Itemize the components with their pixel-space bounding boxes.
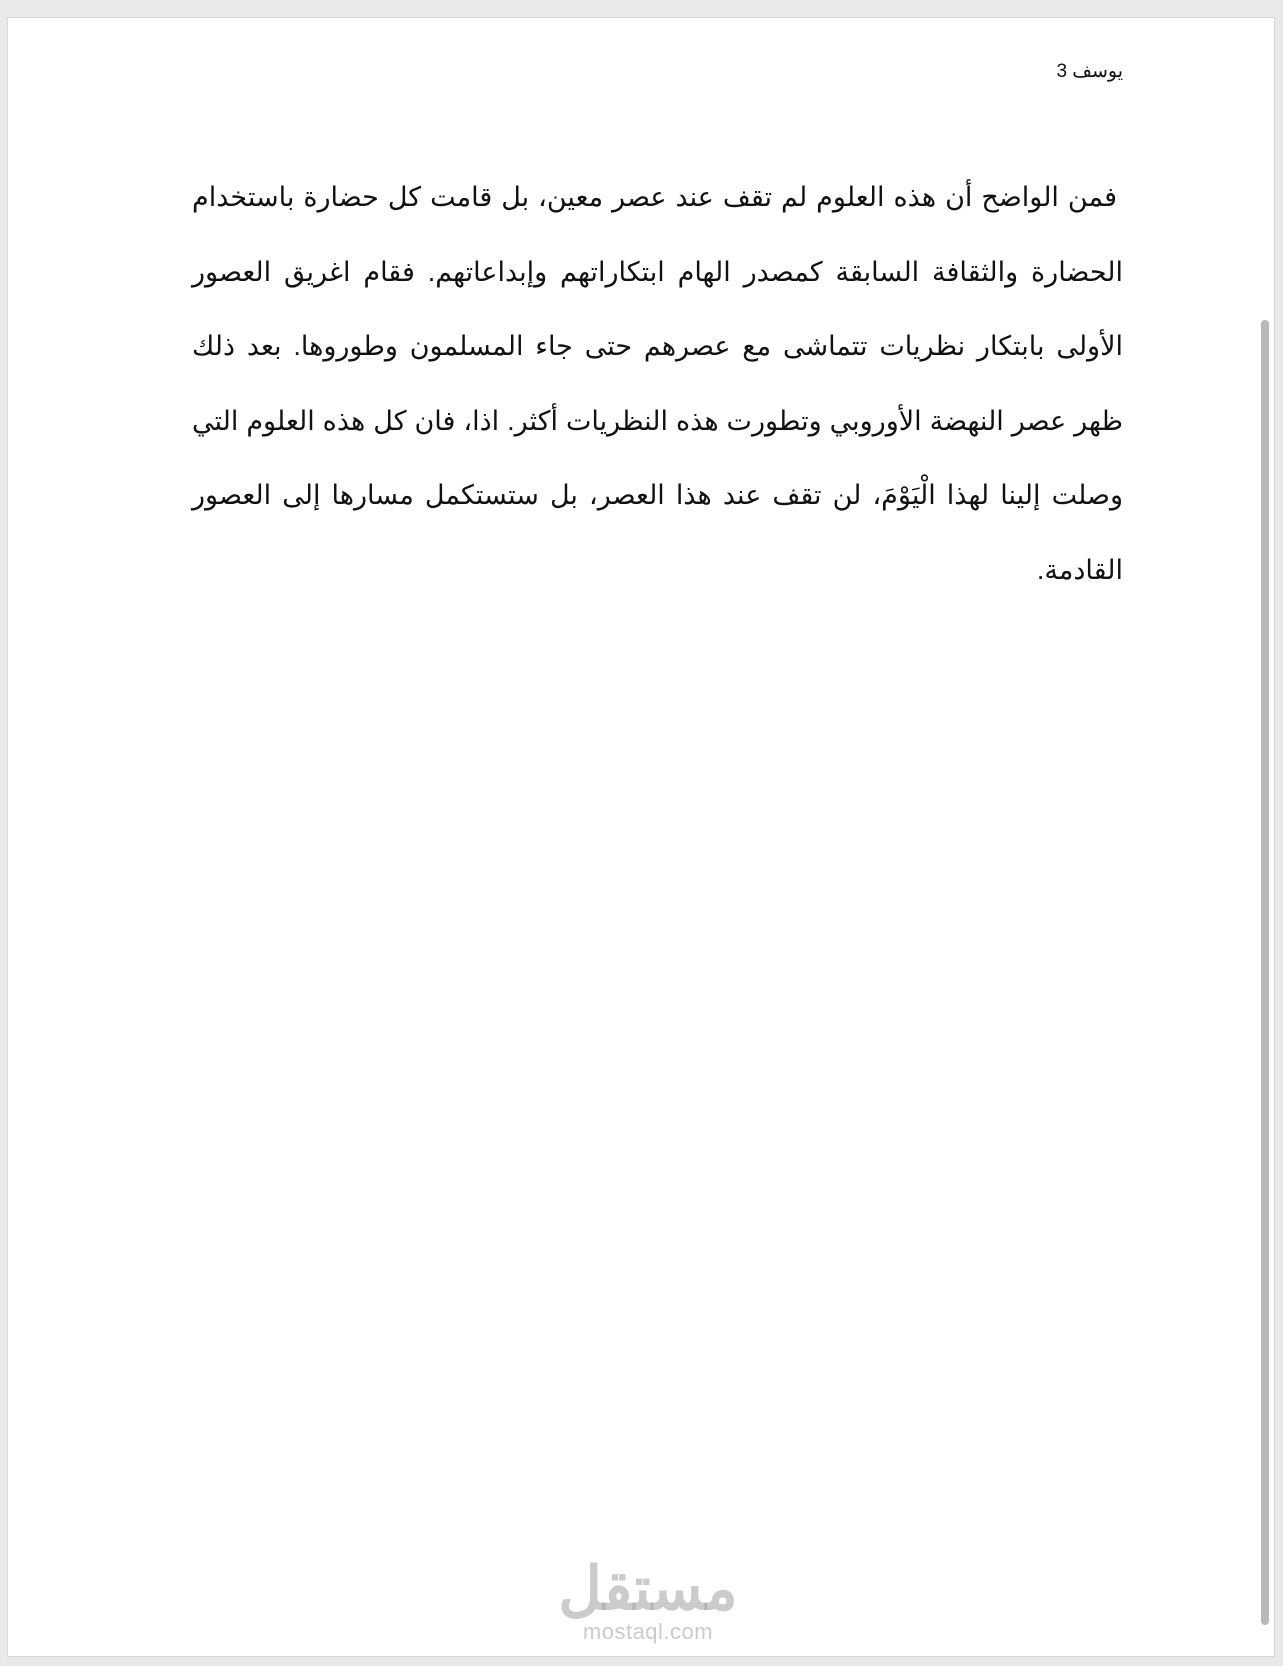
body-paragraph: فمن الواضح أن هذه العلوم لم تقف عند عصر معين، بل قامت كل حضارة باستخدام الحضارة والثقافة السابقة كمصدر الهام ابتكاراتهم وإبداعاتهم. فقام اغريق العصور الأولى بابتكار نظريات تتماشى مع عصرهم حتى جاء المسلمون وطوروها. بعد ذلك ظهر عصر النهضة الأوروبي وتطورت هذه النظريات أكثر. اذا، فان كل هذه العلوم التي وصلت إلينا لهذا الْيَوْمَ، لن تقف عند هذا العصر، بل ستستكمل مسارها إلى العصور القادمة. <box>192 182 1123 585</box>
scrollbar-thumb[interactable] <box>1261 320 1269 1625</box>
watermark-logo: مستقل <box>558 1555 738 1622</box>
page-header: يوسف 3 <box>1056 61 1123 82</box>
scrollbar-track[interactable] <box>1261 78 1269 1638</box>
watermark <box>548 1555 748 1644</box>
watermark-url: mostaql.com <box>582 1619 714 1644</box>
document-page <box>8 18 1274 1656</box>
